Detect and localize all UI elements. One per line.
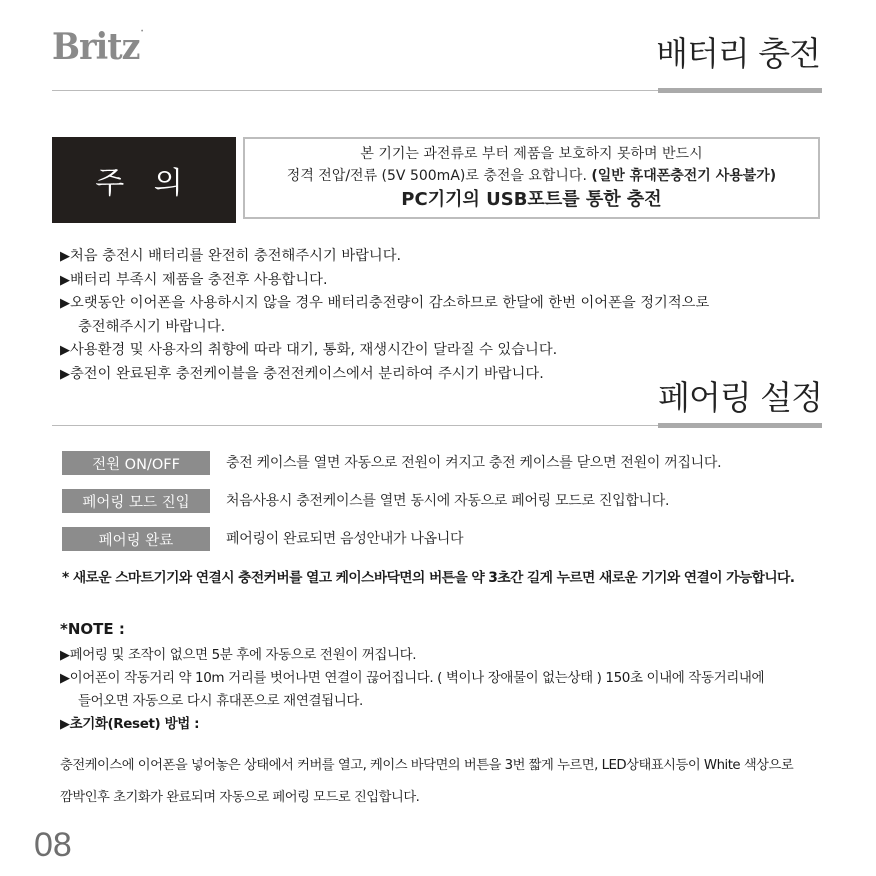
- power-onoff-desc: 충전 케이스를 열면 자동으로 전원이 켜지고 충전 케이스를 닫으면 전원이 꺼집니다.: [226, 455, 722, 471]
- caution-message: [243, 137, 820, 219]
- pairing-footnote: * 새로운 스마트기기와 연결시 충전커버를 열고 케이스바닥면의 버튼을 약 3초간 길게 누르면 새로운 기기와 연결이 가능합니다.: [62, 570, 795, 586]
- note-heading: *NOTE :: [60, 620, 125, 638]
- battery-charging-title: 배터리 충전: [656, 34, 820, 73]
- reset-line-1: 충전케이스에 이어폰을 넣어놓은 상태에서 커버를 열고, 케이스 바닥면의 버튼을 3번 짧게 누르면, LED상태표시등이 White 색상으로: [60, 758, 794, 773]
- pairing-setup-title: 페어링 설정: [658, 378, 822, 417]
- list-item: ▶ 배터리 부족시 제품을 충전후 사용합니다.: [60, 269, 709, 293]
- caution-line-1: 본 기기는 과전류로 부터 제품을 보호하지 못하며 반드시: [360, 146, 703, 162]
- list-item: ▶ 오랫동안 이어폰을 사용하시지 않을 경우 배터리충전량이 감소하므로 한달에 한번 이어폰을 정기적으로: [60, 292, 709, 316]
- pairing-complete-desc: 페어링이 완료되면 음성안내가 나옵니다: [226, 531, 464, 547]
- battery-notes-list: [60, 245, 709, 386]
- list-item: ▶ 사용환경 및 사용자의 취향에 따라 대기, 통화, 재생시간이 달라질 수 있습니다.: [60, 339, 709, 363]
- list-item: ▶ 페어링 및 조작이 없으면 5분 후에 자동으로 전원이 꺼집니다.: [60, 644, 764, 667]
- caution-line-2: 정격 전압/전류 (5V 500mA)로 충전을 요합니다. (일반 휴대폰충전기 사용불가): [286, 168, 777, 184]
- list-item-continuation: 충전해주시기 바랍니다.: [78, 318, 226, 335]
- power-onoff-label: 전원 ON/OFF: [62, 451, 210, 475]
- note-list: [60, 644, 764, 736]
- page-number: 08: [34, 826, 72, 864]
- pairing-mode-desc: 처음사용시 충전케이스를 열면 동시에 자동으로 페어링 모드로 진입합니다.: [226, 493, 670, 509]
- caution-label: 주 의: [52, 137, 236, 223]
- reset-heading: ▶ 초기화(Reset) 방법 :: [60, 713, 764, 736]
- pairing-complete-label: 페어링 완료: [62, 527, 210, 551]
- title-divider: [52, 425, 822, 426]
- list-item: ▶ 충전이 완료된후 충전케이블을 충전전케이스에서 분리하여 주시기 바랍니다.: [60, 363, 709, 387]
- list-item: ▶ 처음 충전시 배터리를 완전히 충전해주시기 바랍니다.: [60, 245, 709, 269]
- reset-line-2: 깜박인후 초기화가 완료되며 자동으로 페어링 모드로 진입합니다.: [60, 790, 420, 805]
- list-item: ▶ 이어폰이 작동거리 약 10m 거리를 벗어나면 연결이 끊어집니다. ( 벽이나 장애물이 없는상태 ) 150초 이내에 작동거리내에: [60, 667, 764, 690]
- reset-instructions: [60, 750, 793, 814]
- title-divider: [52, 90, 822, 91]
- list-item-continuation: 들어오면 자동으로 다시 휴대폰으로 재연결됩니다.: [78, 693, 363, 709]
- pairing-mode-label: 페어링 모드 진입: [62, 489, 210, 513]
- brand-logo: Britz·: [52, 26, 143, 68]
- caution-line-3: PC기기의 USB포트를 통한 충전: [401, 189, 662, 210]
